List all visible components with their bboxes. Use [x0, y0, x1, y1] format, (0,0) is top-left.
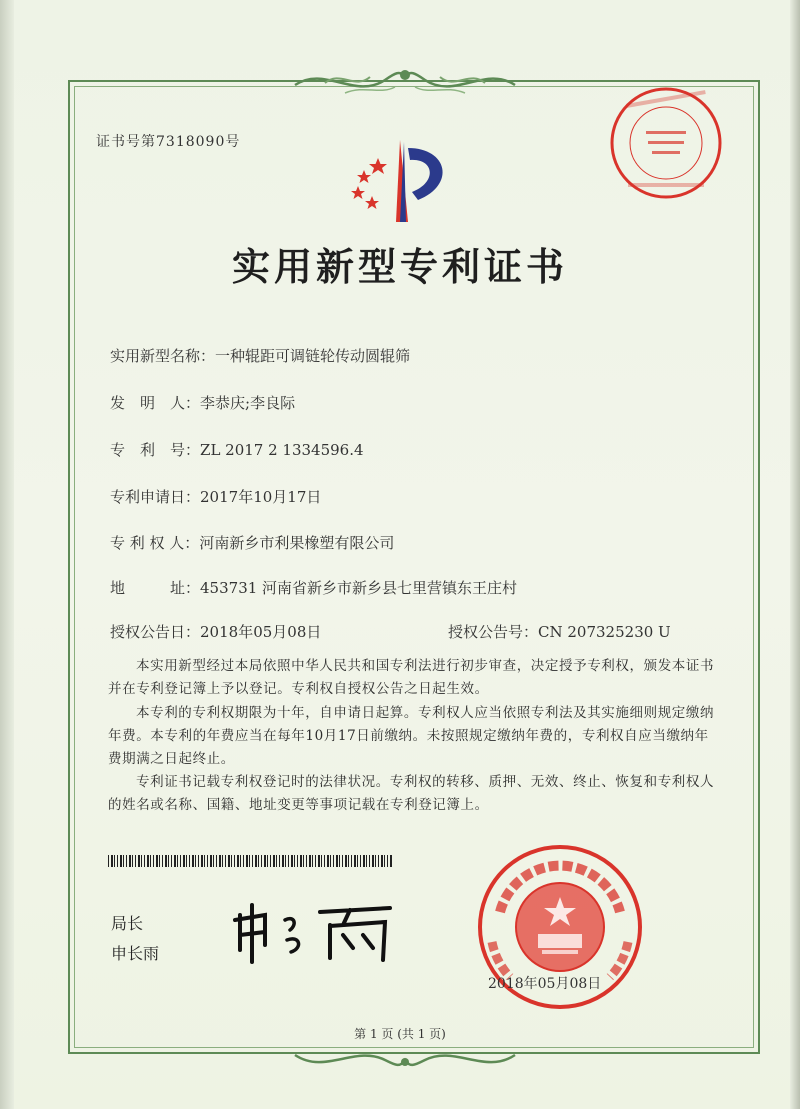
field-grant-date	[110, 621, 321, 642]
page-title: 实用新型专利证书	[231, 245, 568, 289]
paragraph-legal-status: 专利证书记载专利权登记时的法律状况。专利权的转移、质押、无效、终止、恢复和专利权人的姓名或名称、国籍、地址变更等事项记载在专利登记簿上。	[108, 774, 715, 813]
field-filing-date	[110, 486, 321, 507]
top-ornament-icon	[285, 55, 525, 105]
paragraph-grant-statement: 本实用新型经过本局依照中华人民共和国专利法进行初步审查，决定授予专利权，颁发本证书并在专利登记簿上予以登记。专利权自授权公告之日起生效。	[108, 658, 715, 697]
field-label: 授权公告号：	[448, 623, 539, 641]
page-edge-left	[0, 0, 14, 1109]
field-value: 2017年10月17日	[200, 488, 322, 506]
field-label: 实用新型名称：	[110, 347, 216, 365]
field-label: 发 明 人：	[110, 394, 201, 412]
director-name: 申长雨	[111, 944, 160, 963]
field-value: ZL 2017 2 1334596.4	[200, 441, 364, 459]
field-value: CN 207325230 U	[538, 623, 671, 641]
field-patentee	[110, 532, 394, 553]
field-label: 专利申请日：	[110, 488, 201, 506]
paragraph-term-fees: 本专利的专利权期限为十年，自申请日起算。专利权人应当依照专利法及其实施细则规定缴纳年费。本专利的年费应当在每年10月17日前缴纳。未按照规定缴纳年费的，专利权自应当缴纳年费期满之日起终止。	[108, 705, 715, 767]
field-label: 授权公告日：	[110, 623, 201, 641]
bottom-ornament-icon	[285, 1040, 525, 1080]
field-value: 2018年05月08日	[200, 623, 322, 641]
field-value: 李恭庆;李良际	[200, 394, 296, 412]
field-label: 专 利 权 人：	[110, 534, 200, 552]
certificate-number: 证书号第7318090号	[96, 134, 241, 150]
field-label: 专 利 号：	[110, 441, 201, 459]
field-address	[110, 577, 517, 598]
director-title: 局长	[111, 914, 144, 933]
field-patent-number	[110, 439, 364, 460]
cnipa-logo-icon	[338, 130, 463, 230]
barcode	[108, 855, 393, 867]
field-inventor	[110, 392, 295, 413]
field-value: 453731 河南省新乡市新乡县七里营镇东王庄村	[200, 579, 518, 597]
field-label: 地 址：	[110, 579, 201, 597]
field-utility-model-name	[110, 345, 410, 366]
page-number: 第 1 页 (共 1 页)	[354, 1027, 446, 1041]
field-value: 一种辊距可调链轮传动圆辊筛	[215, 347, 411, 365]
field-value: 河南新乡市利果橡塑有限公司	[199, 534, 395, 552]
field-grant-number	[448, 621, 671, 642]
page-edge-right	[790, 0, 800, 1109]
director-signature	[225, 890, 405, 965]
tax-stamp-seal	[606, 83, 726, 203]
seal-date: 2018年05月08日	[488, 976, 602, 992]
